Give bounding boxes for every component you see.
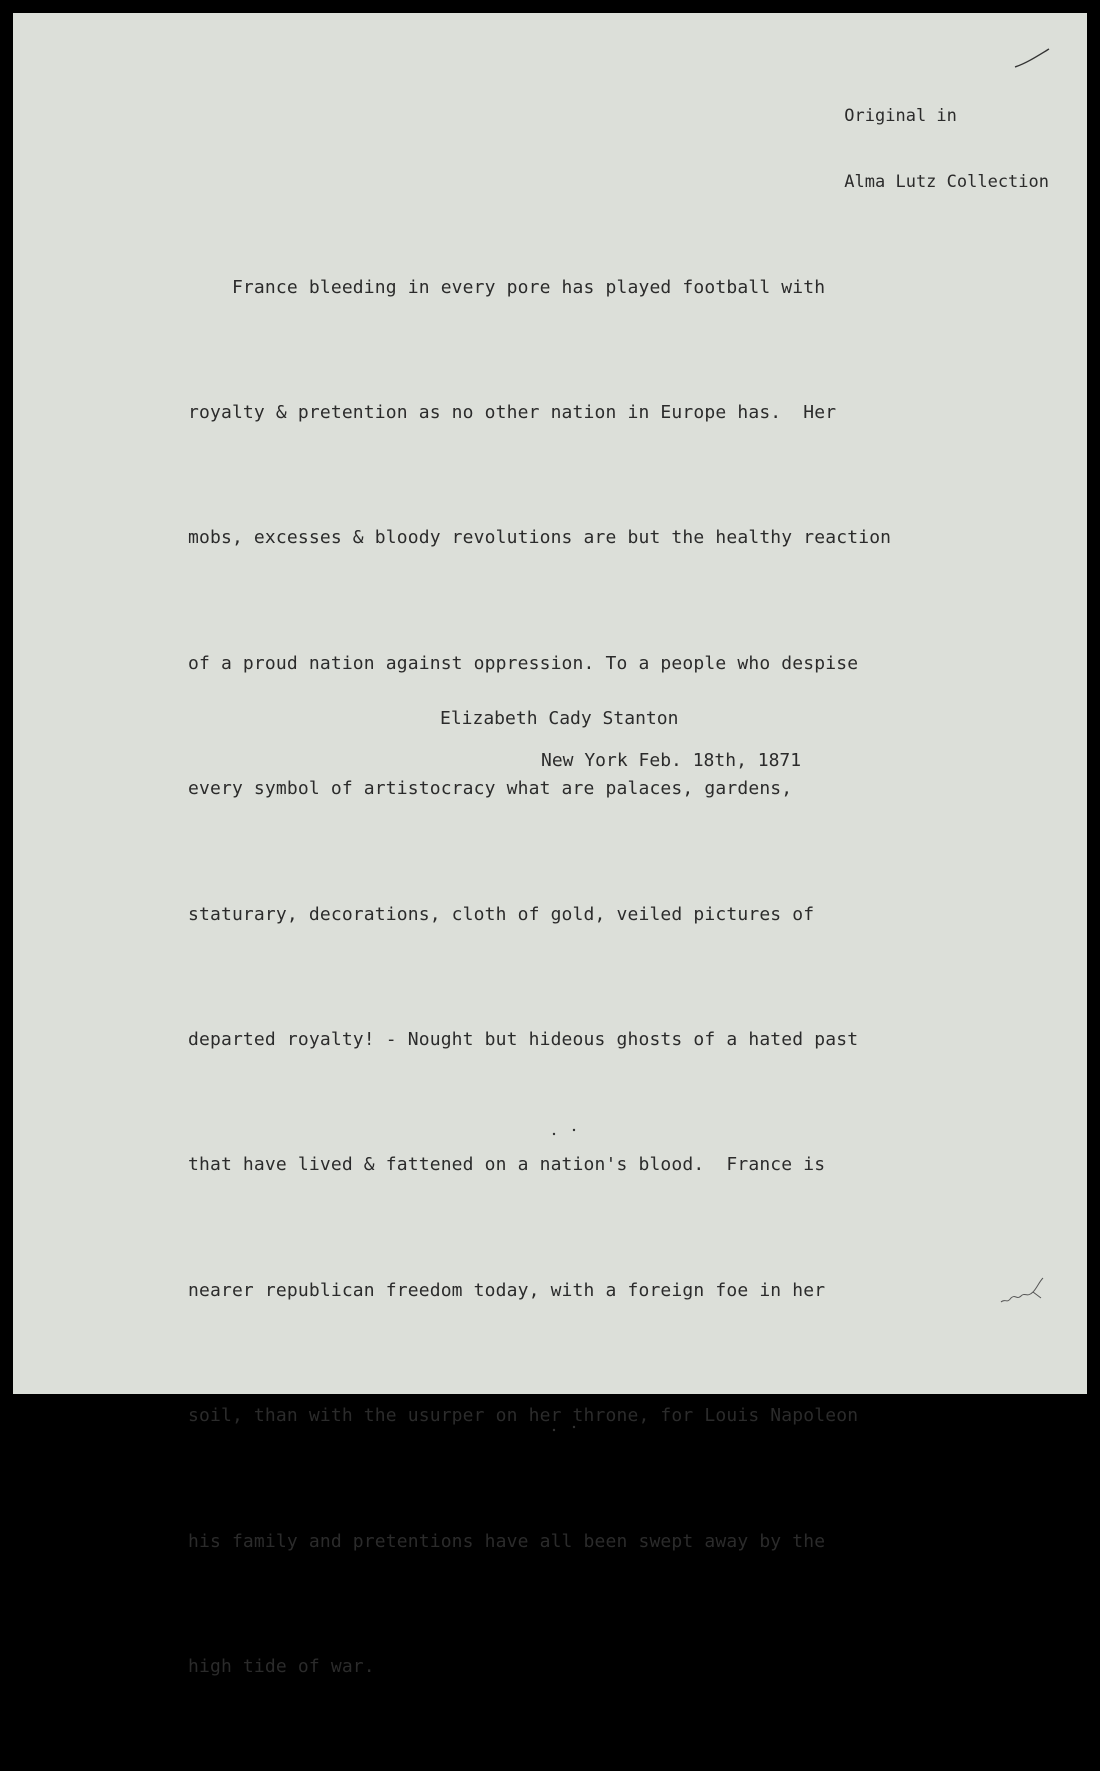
body-line: that have lived & fattened on a nation's blood. France is <box>188 1154 826 1176</box>
body-line: royalty & pretention as no other nation in Europe has. Her <box>188 401 837 423</box>
document-page <box>13 13 1087 1677</box>
body-line: of a proud nation against oppression. To a people who despise <box>188 652 859 674</box>
body-line: France bleeding in every pore has played football with <box>188 276 826 298</box>
stray-dots <box>551 1425 581 1433</box>
archive-note-line-2: Alma Lutz Collection <box>844 172 1049 192</box>
stray-dots <box>551 1127 581 1137</box>
body-line: nearer republican freedom today, with a foreign foe in her <box>188 1279 826 1301</box>
body-line: his family and pretentions have all been swept away by the <box>188 1530 826 1552</box>
archive-note-line-1: Original in <box>844 106 957 126</box>
date-line: New York Feb. 18th, 1871 <box>541 750 802 771</box>
body-line: every symbol of artistocracy what are palaces, gardens, <box>188 778 793 800</box>
body-line: high tide of war. <box>188 1655 375 1677</box>
body-line: staturary, decorations, cloth of gold, veiled pictures of <box>188 903 815 925</box>
pencil-scribble <box>997 1268 1047 1308</box>
signature: Elizabeth Cady Stanton <box>440 708 679 729</box>
body-line: departed royalty! - Nought but hideous ghosts of a hated past <box>188 1028 859 1050</box>
letter-body <box>188 183 891 1771</box>
body-line: mobs, excesses & bloody revolutions are but the healthy reaction <box>188 527 892 549</box>
body-line: soil, than with the usurper on her throne, for Louis Napoleon <box>188 1405 859 1427</box>
